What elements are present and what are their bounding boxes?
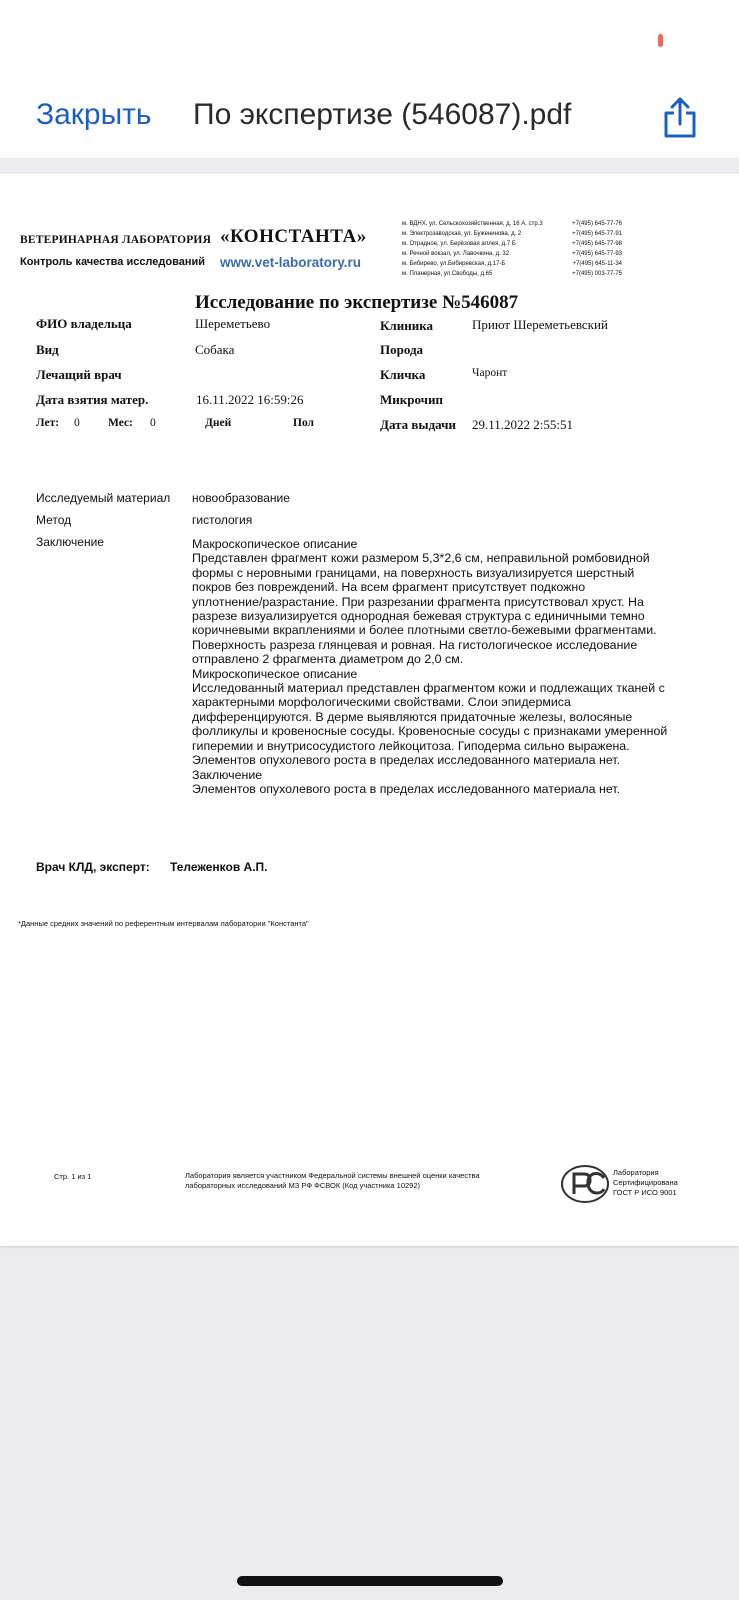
conclusion-line: характерными морфологическими свойствами. Слои эпидермиса [192,695,571,710]
method-value: гистология [192,513,253,527]
conclusion-text [192,537,692,796]
lab-url: www.vet-laboratory.ru [220,255,362,270]
sex-label: Пол [293,417,314,429]
conclusion-line: Представлен фрагмент кожи размером 5,3*2,6 см, неправильной ромбовидной [192,551,650,566]
years-value: 0 [74,417,80,429]
document-title: По экспертизе (546087).pdf [193,98,572,131]
certification-logo-icon [560,1164,610,1204]
pet-name-value: Чаронт [472,367,508,379]
conclusion-line: Исследованный материал представлен фрагментом кожи и подлежащих тканей с [192,681,665,696]
certification-text [613,1168,678,1198]
clinic-value: Приют Шереметьевский [472,317,608,332]
share-icon [660,96,700,140]
address-row: м. Отрадное, ул. Берёзовая аллея, д.7 Б +7(495) 645-77-98 [402,240,622,247]
material-value: новообразование [192,491,290,505]
footer-line: лабораторных исследований МЗ РФ ФСВОК (Код участника 10292) [185,1181,421,1190]
lab-name: ВЕТЕРИНАРНАЯ ЛАБОРАТОРИЯ [20,234,212,246]
conclusion-line: Заключение [192,767,263,782]
lab-tagline: Контроль качества исследований [20,256,206,268]
conclusion-line: формы с неровными границами, на поверхность визуализируется шерстный [192,565,635,580]
sample-date-value: 16.11.2022 16:59:26 [196,392,304,407]
breed-label: Порода [380,342,424,357]
page-number: Стр. 1 из 1 [54,1172,92,1181]
issue-date-value: 29.11.2022 2:55:51 [472,417,573,432]
cert-line: Лаборатория [613,1168,659,1177]
owner-value: Шереметьево [195,316,271,331]
lab-brand: «КОНСТАНТА» [220,226,367,247]
lab-addresses [402,220,622,279]
address-row: м. Речной вокзал, ул. Лавочкина, д. 32 +7(495) 645-77-93 [402,250,622,257]
address-row: м. Планерная, ул.Свободы, д.65 +7(495) 003-77-75 [402,270,622,277]
days-label: Дней [205,417,232,429]
conclusion-line: дифференцируются. В дерме выявляются придаточные железы, волосяные [192,709,633,724]
conclusion-line: Макроскопическое описание [192,537,358,551]
conclusion-line: гиперемии и внутрисосудистого лейкоцитоза. Гиподерма сильно выражена. [192,738,630,753]
footer-line: Лаборатория является участником Федеральной системы внешней оценки качества [185,1171,480,1180]
status-indicator [658,34,663,47]
cert-line: ГОСТ Р ИСО 9001 [613,1188,677,1197]
cert-line: Сертифицирована [613,1178,678,1187]
conclusion-line: фолликулы и кровеносные сосуды. Кровеносные сосуды с признаками умеренной [192,724,668,739]
close-button[interactable]: Закрыть [36,98,152,131]
conclusion-line: Микроскопическое описание [192,666,358,681]
conclusion-label: Заключение [36,535,104,549]
species-label: Вид [36,342,59,357]
method-label: Метод [36,513,72,527]
material-label: Исследуемый материал [36,491,171,505]
years-label: Лет: [36,417,60,429]
navbar [0,80,739,158]
address-row: м. Электрозаводская, ул. Буженинова, д. 2 +7(495) 645-77-91 [402,230,622,237]
pdf-viewer[interactable] [0,158,739,1600]
sample-date-label: Дата взятия матер. [36,392,149,407]
conclusion-line: коричневыми вкраплениями и более плотными светло-бежевыми фрагментами. [192,623,657,638]
conclusion-line: Поверхность разреза глянцевая и ровная. На гистологическое исследование [192,637,638,652]
conclusion-line: Элементов опухолевого роста в пределах исследованного материала нет. [192,753,621,768]
conclusion-line: уплотнение/разрастание. При разрезании фрагмента присутствовал хруст. На [192,594,644,609]
conclusion-line: разрезе визуализируется однородная бежевая структура с единичными темно [192,609,645,624]
microchip-label: Микрочип [380,392,443,407]
footnote: *Данные средних значений по референтным интервалам лаборатории "Константа" [18,919,309,928]
species-value: Собака [195,342,235,357]
home-indicator[interactable] [237,1576,503,1586]
report-title: Исследование по экспертизе №546087 [195,292,519,313]
footer-text [185,1171,550,1191]
share-button[interactable] [660,96,700,140]
conclusion-line: отправлено 2 фрагмента диаметром до 2,0 см. [192,652,464,667]
doctor-label: Врач КЛД, эксперт: [36,860,150,874]
address-row: м. ВДНХ, ул. Сельскохозяйственная, д. 16 А, стр.3 +7(495) 645-77-76 [402,221,622,227]
address-row: м. Бибирево, ул.Бибиревская, д.17-Б +7(495) 645-11-34 [402,260,622,267]
vet-label: Лечащий врач [36,367,122,382]
pet-name-label: Кличка [380,367,426,382]
clinic-label: Клиника [380,318,433,333]
issue-date-label: Дата выдачи [380,417,456,432]
doctor-value: Тележенков А.П. [170,860,268,874]
months-value: 0 [150,417,156,429]
conclusion-line: покров без повреждений. На всем фрагмент присутствует подкожно [192,580,586,595]
months-label: Мес: [108,417,133,429]
owner-label: ФИО владельца [36,316,132,331]
conclusion-line: Элементов опухолевого роста в пределах исследованного материала нет. [192,781,621,796]
pdf-page [0,174,739,1246]
